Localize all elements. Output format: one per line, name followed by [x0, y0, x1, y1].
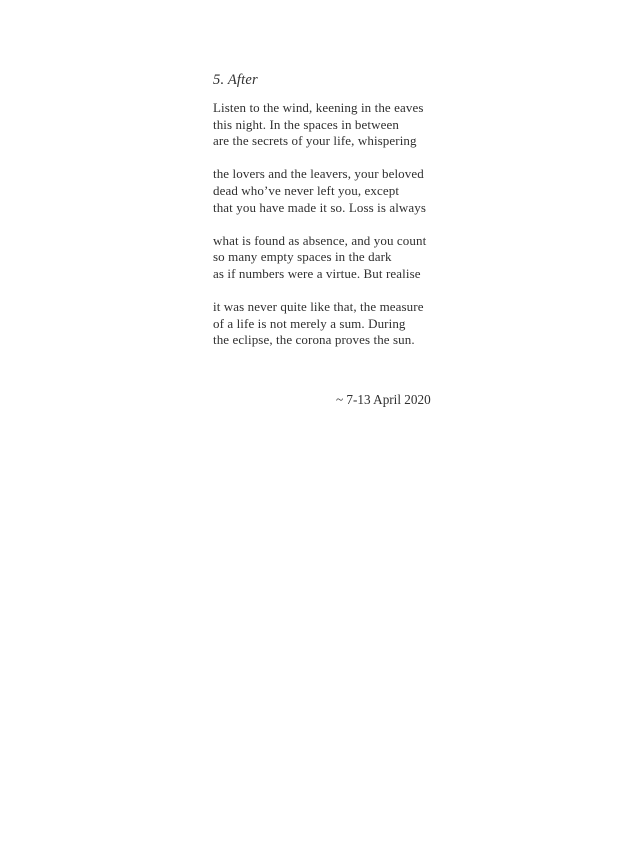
poem-title: 5. After [213, 72, 258, 88]
poem-line: what is found as absence, and you count [213, 232, 427, 248]
poem-line: dead who’ve never left you, except [213, 182, 400, 198]
poem-line: as if numbers were a virtue. But realise [213, 265, 421, 281]
poem-line: of a life is not merely a sum. During [213, 315, 406, 331]
poem-line: that you have made it so. Loss is always [213, 199, 427, 215]
stanza-3 [213, 233, 473, 283]
poem-line: this night. In the spaces in between [213, 116, 399, 132]
stanza-2 [213, 166, 473, 216]
poem-line: the eclipse, the corona proves the sun. [213, 332, 415, 348]
poem-line: the lovers and the leavers, your beloved [213, 166, 424, 182]
poem-date-line: ~ 7-13 April 2020 [336, 391, 431, 407]
poem [213, 72, 473, 408]
poem-line: are the secrets of your life, whispering [213, 133, 417, 149]
poem-line: it was never quite like that, the measure [213, 299, 424, 315]
stanza-1 [213, 100, 473, 150]
poem-line: Listen to the wind, keening in the eaves [213, 100, 424, 115]
stanza-4 [213, 299, 473, 349]
poem-line: so many empty spaces in the dark [213, 249, 392, 265]
